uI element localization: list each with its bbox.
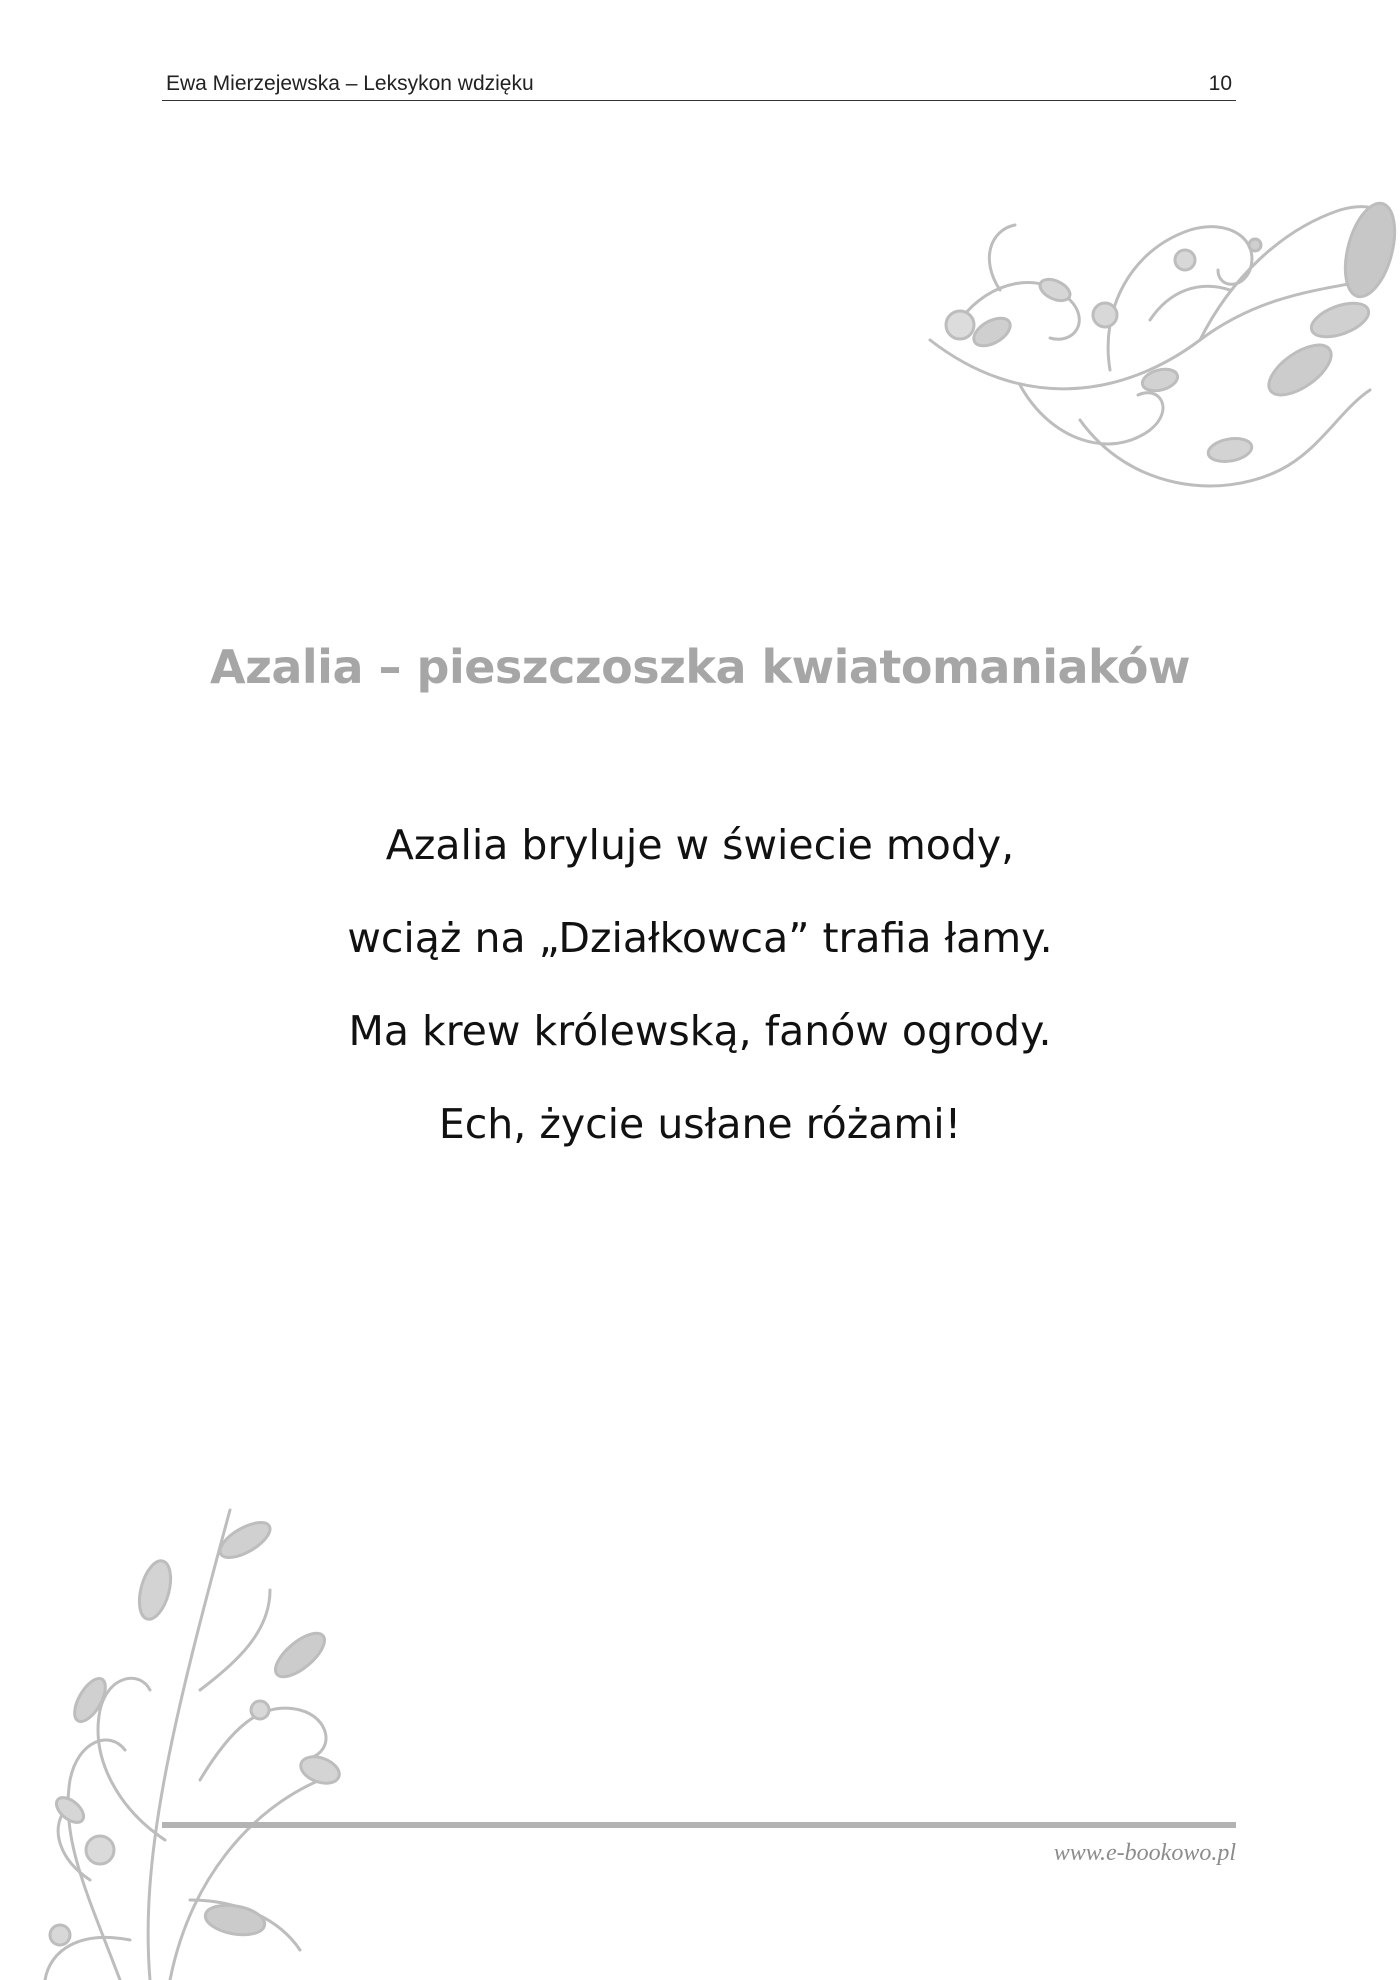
floral-ornament-bottom-icon xyxy=(0,1480,400,1980)
poem-title: Azalia – pieszczoszka kwiatomaniaków xyxy=(210,640,1190,694)
poem-line: Ech, życie usłane różami! xyxy=(438,1100,962,1148)
page-header xyxy=(162,66,1236,101)
footer-website: www.e-bookowo.pl xyxy=(1053,1840,1236,1866)
floral-ornament-top-icon xyxy=(900,170,1400,510)
poem-line: Ma krew królewską, fanów ogrody. xyxy=(348,1007,1052,1055)
poem-line: wciąż na „Działkowca” trafia łamy. xyxy=(347,914,1053,962)
running-title: Ewa Mierzejewska – Leksykon wdzięku xyxy=(166,72,534,95)
page-number: 10 xyxy=(1208,72,1232,95)
poem-line: Azalia bryluje w świecie mody, xyxy=(385,821,1015,869)
poem-body xyxy=(0,815,1400,1187)
footer-divider xyxy=(162,1822,1236,1828)
